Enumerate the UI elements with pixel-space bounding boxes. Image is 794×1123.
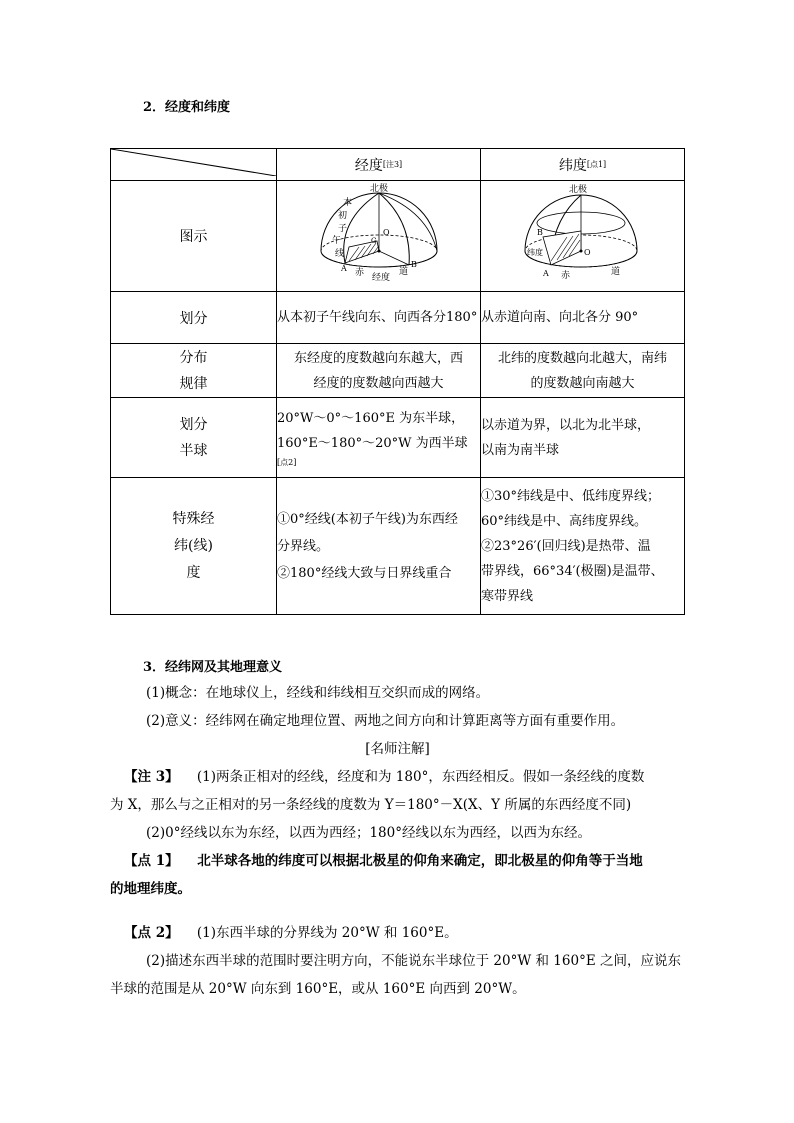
svg-text:G: G: [371, 237, 377, 245]
svg-text:北极: 北极: [370, 184, 389, 194]
svg-text:道: 道: [611, 267, 621, 277]
svg-text:赤: 赤: [355, 268, 365, 278]
note-3-line1: 【注 3】 (1)两条正相对的经线，经度和为 180°，东西经相反。假如一条经线的度数: [124, 769, 645, 785]
point-1-tag: 【点 1】: [124, 853, 179, 869]
section-2-title: 2．经度和纬度: [143, 100, 231, 115]
svg-text:北极: 北极: [569, 185, 588, 195]
latitude-diagram-cell: [481, 181, 685, 292]
svg-text:本: 本: [343, 198, 353, 208]
latitude-hemisphere: 以赤道为界，以北为北半球， 以南为南半球: [481, 398, 685, 478]
meaning-text: (2)意义：经纬网在确定地理位置、两地之间方向和计算距离等方面有重要作用。: [146, 713, 625, 729]
point-1-line1: 【点 1】 北半球各地的纬度可以根据北极星的仰角来确定，即北极星的仰角等于当地: [124, 853, 643, 869]
latitude-division: 从赤道向南、向北各分 90°: [481, 292, 685, 344]
row-label-hemisphere: 划分 半球: [111, 398, 277, 478]
point-2-line1: 【点 2】 (1)东西半球的分界线为 20°W 和 160°E。: [124, 925, 458, 941]
svg-text:B: B: [537, 228, 543, 237]
svg-text:A: A: [341, 264, 347, 273]
row-label-diagram: 图示: [111, 181, 277, 292]
concept-text: (1)概念：在地球仪上，经线和纬线相互交织而成的网络。: [146, 685, 490, 701]
note-3-line2: 为 X，那么与之正相对的另一条经线的度数为 Y＝180°－X(X、Y 所属的东西经度不同): [110, 797, 632, 813]
diagonal-line: [111, 149, 276, 176]
longitude-hemisphere-diagram: [277, 181, 480, 287]
longitude-hemisphere: 20°W～0°～160°E 为东半球， 160°E～180°～20°W 为西半球 [点2]: [277, 398, 481, 478]
svg-text:经度: 经度: [372, 273, 391, 283]
header-latitude: 纬度[点1]: [481, 149, 685, 181]
svg-text:纬度: 纬度: [527, 248, 543, 257]
longitude-distribution: 东经度的度数越向东越大，西 经度的度数越向西越大: [277, 344, 481, 398]
latitude-special: ①30°纬线是中、低纬度界线； 60°纬线是中、高纬度界线。 ②23°26′(回归线)是热带、温 带界线，66°34′(极圈)是温带、 寒带界线: [481, 478, 685, 615]
latitude-hemisphere-diagram: [481, 181, 684, 287]
longitude-diagram-cell: [277, 181, 481, 292]
note-3-tag: 【注 3】: [124, 769, 179, 785]
longitude-latitude-table: [110, 148, 685, 615]
point-2-line2: (2)描述东西半球的范围时要注明方向，不能说东半球位于 20°W 和 160°E 之间，应说东: [146, 953, 681, 969]
svg-text:线: 线: [335, 249, 345, 259]
row-label-special: 特殊经 纬(线) 度: [111, 478, 277, 615]
row-label-division: 划分: [111, 292, 277, 344]
svg-text:B: B: [411, 260, 417, 269]
svg-text:道: 道: [399, 267, 409, 277]
section-3-title: 3．经纬网及其地理意义: [143, 660, 283, 675]
notes-title: [名师注解]: [365, 741, 430, 757]
latitude-distribution: 北纬的度数越向北越大，南纬 的度数越向南越大: [481, 344, 685, 398]
longitude-division: 从本初子午线向东、向西各分180°: [277, 292, 481, 344]
svg-text:A: A: [543, 269, 549, 278]
point-1-line2: 的地理纬度。: [110, 881, 191, 897]
svg-text:O: O: [383, 228, 390, 237]
point-2-line3: 半球的范围是从 20°W 向东到 160°E，或从 160°E 向西到 20°W。: [110, 981, 526, 997]
longitude-special: ①0°经线(本初子午线)为东西经 分界线。 ②180°经线大致与日界线重合: [277, 478, 481, 615]
row-label-distribution: 分布 规律: [111, 344, 277, 398]
svg-text:子: 子: [338, 224, 348, 234]
header-longitude: 经度[注3]: [277, 149, 481, 181]
svg-text:初: 初: [338, 211, 348, 221]
svg-text:午: 午: [332, 236, 342, 246]
svg-text:赤: 赤: [561, 271, 571, 281]
table-corner-cell: [111, 149, 277, 181]
svg-text:O: O: [584, 248, 591, 257]
point-2-tag: 【点 2】: [124, 925, 179, 941]
note-3-line3: (2)0°经线以东为东经，以西为西经；180°经线以东为西经，以西为东经。: [146, 825, 591, 841]
